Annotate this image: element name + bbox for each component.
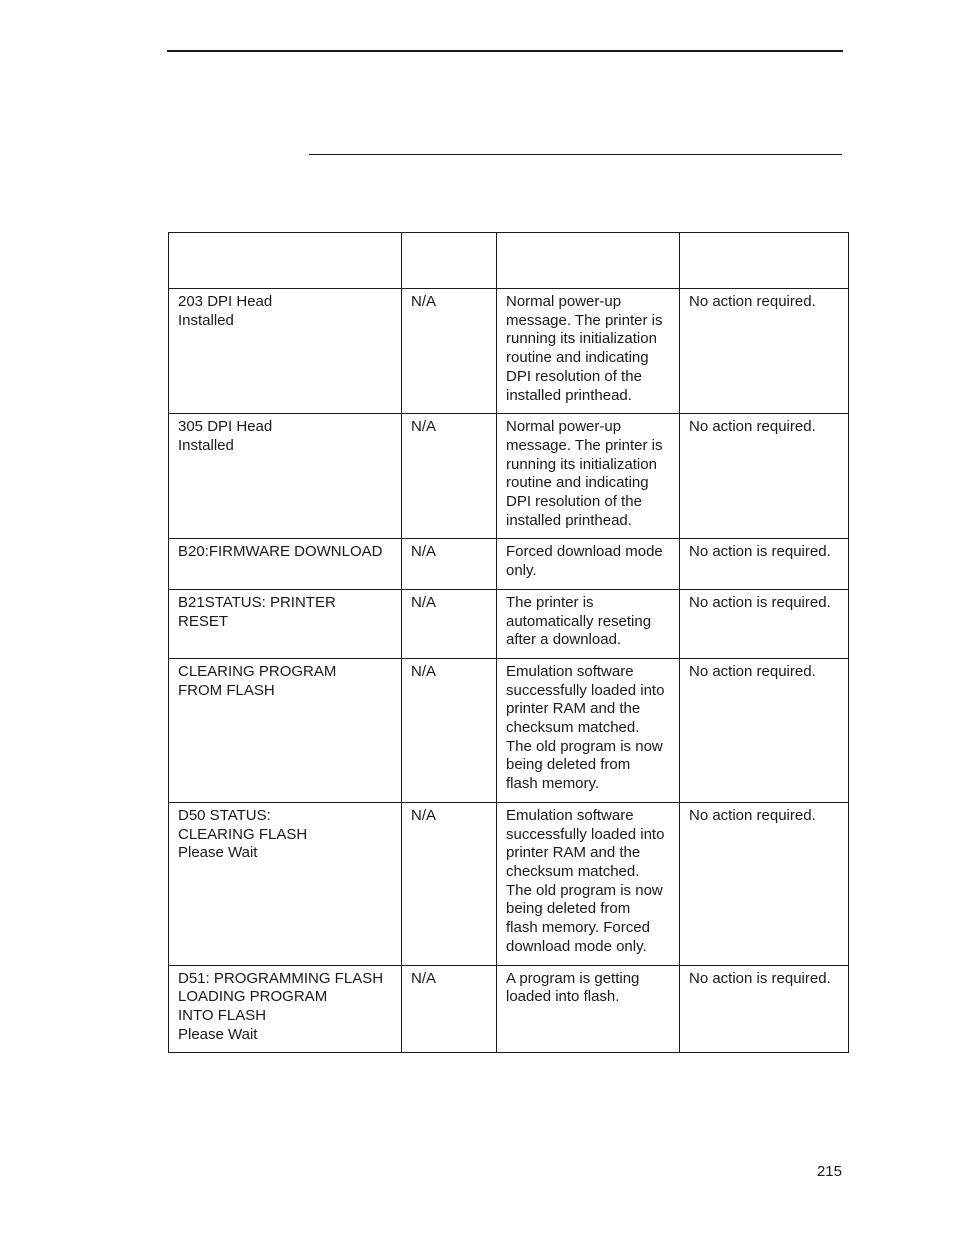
explanation-cell: Normal power-up message. The printer is running its initialization routine and indicating DPI resolution of the installed printhead. [497,289,680,414]
table-row [169,414,849,539]
message-cell: 305 DPI Head Installed [169,414,402,539]
message-cell: B20:FIRMWARE DOWNLOAD [169,539,402,589]
message-cell: D51: PROGRAMMING FLASH LOADING PROGRAM INTO FLASH Please Wait [169,965,402,1053]
page-number: 215 [816,1163,842,1180]
code-cell: N/A [402,589,497,658]
section-rule [309,154,842,155]
explanation-cell: Emulation software successfully loaded into printer RAM and the checksum matched. The old program is now being deleted from flash memory. Forced download mode only. [497,802,680,965]
explanation-cell: Forced download mode only. [497,539,680,589]
column-header-code [402,233,497,289]
table-row [169,539,849,589]
solution-cell: No action is required. [680,589,849,658]
code-cell: N/A [402,414,497,539]
solution-cell: No action required. [680,289,849,414]
column-header-explanation [497,233,680,289]
header-rule [167,50,843,52]
message-cell: B21STATUS: PRINTER RESET [169,589,402,658]
code-cell: N/A [402,658,497,802]
code-cell: N/A [402,289,497,414]
message-table [168,232,849,1053]
table-row [169,802,849,965]
code-cell: N/A [402,539,497,589]
table-row [169,289,849,414]
explanation-cell: Normal power-up message. The printer is running its initialization routine and indicating DPI resolution of the installed printhead. [497,414,680,539]
table-row [169,589,849,658]
code-cell: N/A [402,965,497,1053]
explanation-cell: Emulation software successfully loaded into printer RAM and the checksum matched. The old program is now being deleted from flash memory. [497,658,680,802]
solution-cell: No action required. [680,802,849,965]
table-row [169,965,849,1053]
solution-cell: No action required. [680,414,849,539]
solution-cell: No action is required. [680,539,849,589]
message-cell: CLEARING PROGRAM FROM FLASH [169,658,402,802]
message-cell: D50 STATUS: CLEARING FLASH Please Wait [169,802,402,965]
explanation-cell: A program is getting loaded into flash. [497,965,680,1053]
table-row [169,658,849,802]
table-header-row [169,233,849,289]
solution-cell: No action is required. [680,965,849,1053]
column-header-solution [680,233,849,289]
solution-cell: No action required. [680,658,849,802]
code-cell: N/A [402,802,497,965]
column-header-message [169,233,402,289]
message-cell: 203 DPI Head Installed [169,289,402,414]
explanation-cell: The printer is automatically reseting after a download. [497,589,680,658]
